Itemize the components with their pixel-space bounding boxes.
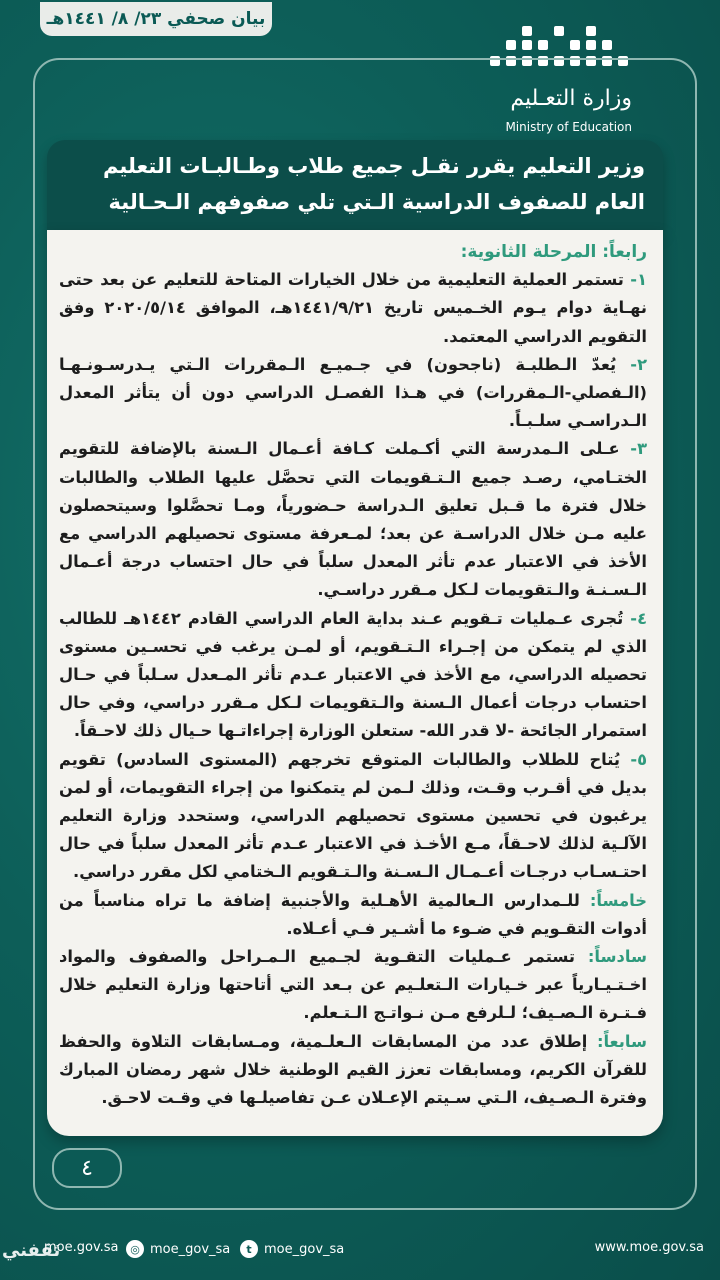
section-paragraph bbox=[59, 1028, 647, 1113]
section-text: للـمدارس الـعالمية الأهـلية والأجنبية إضافة ما تراه مناسباً من أدوات التقـويم في ضـوء ما أشـير فـي أعـلاه. bbox=[59, 890, 647, 938]
footer-instagram[interactable] bbox=[126, 1240, 230, 1258]
twitter-icon: t bbox=[240, 1240, 258, 1258]
list-item bbox=[59, 605, 647, 746]
item-text: يُعدّ الـطلبـة (ناجحون) في جـميـع الـمقررات الـتي يـدرسـونـهـا (الـفصلي-الـمقررات) في هـذا الفصـل الدراسي دون أن يتأثر المعدل الـدراسـي سلـبـاً. bbox=[59, 354, 647, 431]
content-text bbox=[59, 238, 647, 1112]
item-number: ٤- bbox=[630, 608, 647, 628]
ministry-name-en: Ministry of Education bbox=[505, 120, 632, 134]
page-number: ٤ bbox=[52, 1148, 122, 1188]
item-text: يُتاح للطلاب والطالبات المتوقع تخرجهم (المستوى السادس) تقويم بديل في أقـرب وقـت، وذلك لـمن لم يتمكنوا من إجراء التقويمات، أو لمن يرغبون في تحسين مستوى تحصيلهم الدراسي، وستحدد وزارة التعليم الآلـية لذلك لاحـقاً، مـع الأخـذ في الاعتبار عـدم تأثر المعدل سلباً في حال احتـسـاب درجـات أعـمـال الـسـنة والـتـقويم الـختامي لكل مقرر دراسي. bbox=[59, 749, 647, 882]
item-number: ٥- bbox=[630, 749, 648, 769]
item-number: ٢- bbox=[630, 354, 647, 374]
section-text: تستمر عـمليات التقـوية لجـميع الـمـراحل والصفوف والمواد اخـتـيـارياً عبر خـيارات الـتعلـيم عن بـعد التي أتاحتها وزارة التعليم خلال فـتـرة الـصـيف؛ لـلرفع مـن نـواتـج الـتـعلم. bbox=[59, 947, 647, 1023]
footer-website[interactable] bbox=[595, 1240, 704, 1255]
website-link[interactable]: www.moe.gov.sa bbox=[594, 1240, 704, 1255]
date-badge: بيان صحفي ٢٣/ ٨/ ١٤٤١هـ bbox=[40, 2, 272, 36]
item-number: ٣- bbox=[630, 439, 647, 459]
title-line-2: العام للصفوف الدراسية الـتي تلي صفوفهم الـحـالية bbox=[108, 190, 645, 214]
list-item bbox=[59, 351, 647, 436]
item-text: عـلى الـمدرسة التي أكـملت كـافة أعـمال الـسنة بالإضافة للتقويم الختـامي، رصـد جميع الـتـقويمات التي تحصَّل عليها الطلاب والطالبات خلال فترة ما قـبل تعليق الـدراسة حـضورياً، ومـا تحصَّلوا وسيتحصلون عليه مـن خلال الدراسـة عن بعد؛ لمـعرفة مستوى تحصيلهم الدراسي مع الأخذ في الاعتبار عدم تأثر المعدل سلباً في حال احتساب درجة أعـمال الـسـنـة والـتقويمات لـكل مـقرر دراسـي. bbox=[59, 439, 647, 600]
section-paragraph bbox=[59, 943, 647, 1028]
youtube-handle[interactable]: moe.gov.sa bbox=[44, 1240, 119, 1255]
list-item bbox=[59, 266, 647, 351]
title-line-1: وزير التعليم يقرر نقـل جميع طلاب وطـالبـات التعليم bbox=[102, 154, 645, 178]
section-text: إطلاق عدد من المسابقات الـعلـمية، ومـسابقات التلاوة والحفظ للقرآن الكريم، ومسابقات تعزز القيم الوطنية خلال شهر رمضان المبارك وفترة الـصـيف، الـتي سـيتم الإعـلان عـن تفاصيلـها في وقـت لاحـق. bbox=[59, 1031, 647, 1108]
instagram-icon: ◎ bbox=[126, 1240, 144, 1258]
list-item bbox=[59, 435, 647, 604]
section-label: سابعاً: bbox=[596, 1031, 647, 1051]
item-number: ١- bbox=[630, 270, 647, 290]
list-item bbox=[59, 746, 647, 887]
twitter-handle[interactable]: moe_gov_sa bbox=[264, 1241, 345, 1257]
footer-twitter[interactable] bbox=[240, 1240, 344, 1258]
section-heading: رابعاً: المرحلة الثانوية: bbox=[460, 242, 647, 262]
watermark-logo: ثقفني bbox=[2, 1240, 61, 1261]
ministry-name-ar: وزارة التعـليم bbox=[510, 86, 632, 111]
title-box bbox=[47, 140, 663, 232]
announcement-title bbox=[61, 148, 645, 220]
instagram-handle[interactable]: moe_gov_sa bbox=[150, 1241, 231, 1257]
content-panel bbox=[47, 230, 663, 1136]
item-text: تستمر العملية التعليمية من خلال الخيارات المتاحة للتعليم عن بعد حتى نهـاية دوام يـوم الخـميس تاريخ ١٤٤١/٩/٢١هـ، الموافق ٢٠٢٠/٥/١٤ وفق التقويم الدراسي المعتمد. bbox=[59, 270, 647, 346]
section-paragraph bbox=[59, 887, 647, 943]
footer bbox=[0, 1226, 720, 1280]
section-label: خامساً: bbox=[589, 890, 648, 910]
section-label: سادساً: bbox=[587, 947, 647, 967]
item-text: تُجرى عـمليات تـقويم عـند بداية العام الدراسي القادم ١٤٤٢هـ للطالب الذي لم يتمكن من إجـراء الـتـقويم، أو لمـن يرغب في تحسـين مستوى تحصيله الدراسي، مع الأخذ في الاعتبار عـدم تأثر المـعدل سـلباً في حـال احتساب درجات أعمال الـسنة والـتقويمات لـكل مـقرر دراسي، وفي حال استمرار الجائحة -لا قدر الله- ستعلن الوزارة إجراءاتـها حـيال ذلك لاحـقاً. bbox=[59, 608, 647, 741]
